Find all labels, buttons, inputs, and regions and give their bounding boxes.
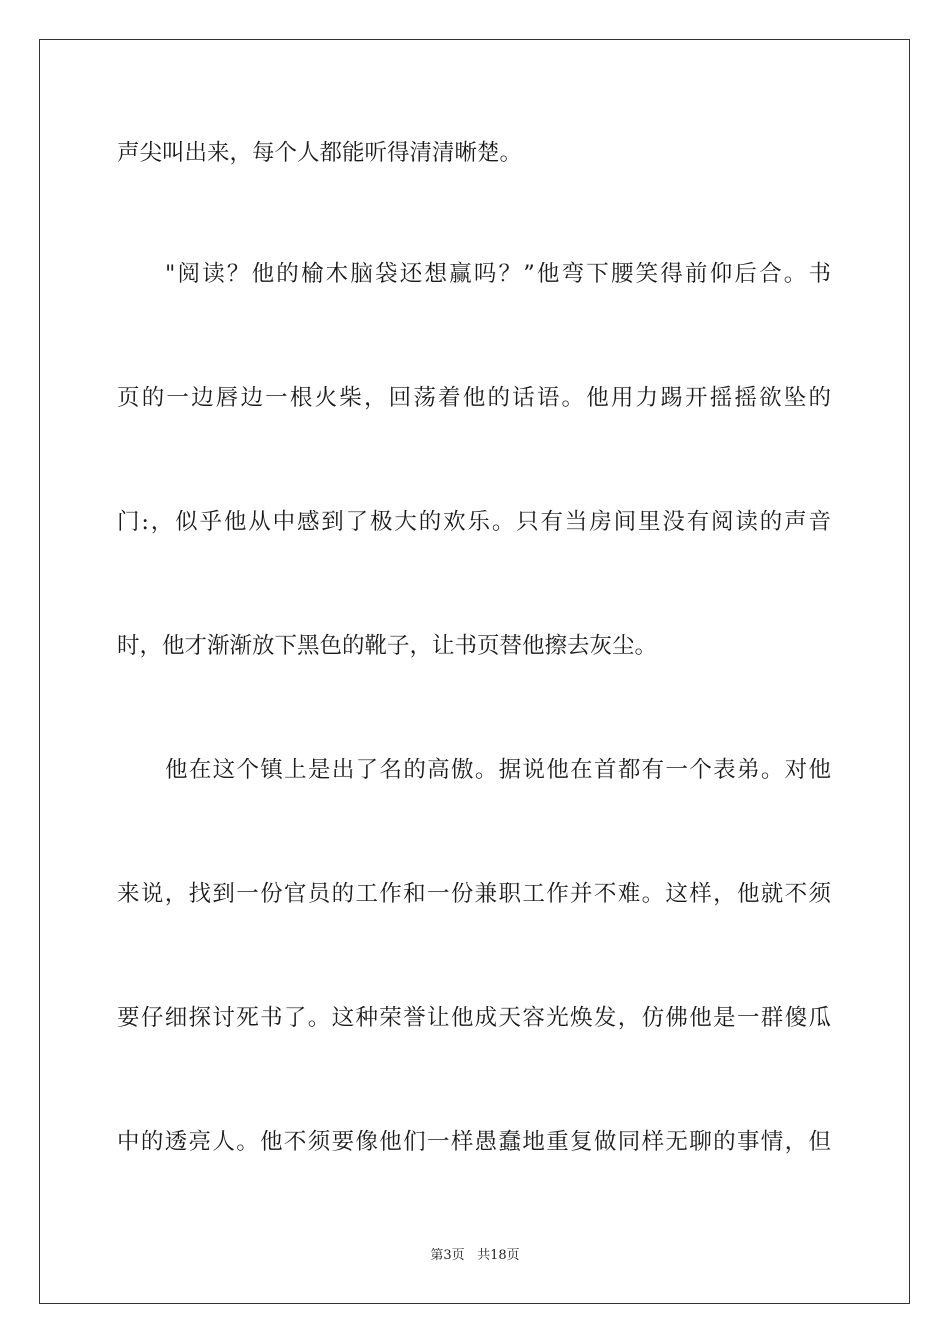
page-footer bbox=[0, 1248, 950, 1264]
page-number: 第3页 bbox=[430, 1248, 465, 1263]
text-line-5: 时，他才渐渐放下黑色的靴子，让书页替他擦去灰尘。 bbox=[117, 633, 658, 659]
text-line-7: 来说，找到一份官员的工作和一份兼职工作并不难。这样，他就不须 bbox=[117, 881, 831, 907]
text-line-8: 要仔细探讨死书了。这种荣誉让他成天容光焕发，仿佛他是一群傻瓜 bbox=[117, 1005, 831, 1031]
page-total: 共18页 bbox=[477, 1248, 520, 1263]
text-line-1: 声尖叫出来，每个人都能听得清清晰楚。 bbox=[117, 140, 523, 166]
text-line-4: 门:，似乎他从中感到了极大的欢乐。只有当房间里没有阅读的声音 bbox=[117, 509, 831, 535]
page-border bbox=[39, 39, 910, 1304]
text-line-2: "阅读？他的榆木脑袋还想赢吗？”他弯下腰笑得前仰后合。书 bbox=[165, 261, 831, 287]
text-line-6: 他在这个镇上是出了名的高傲。据说他在首都有一个表弟。对他 bbox=[165, 757, 831, 783]
text-line-9: 中的透亮人。他不须要像他们一样愚蠢地重复做同样无聊的事情，但 bbox=[117, 1129, 831, 1155]
text-line-3: 页的一边唇边一根火柴，回荡着他的话语。他用力踢开摇摇欲坠的 bbox=[117, 385, 831, 411]
